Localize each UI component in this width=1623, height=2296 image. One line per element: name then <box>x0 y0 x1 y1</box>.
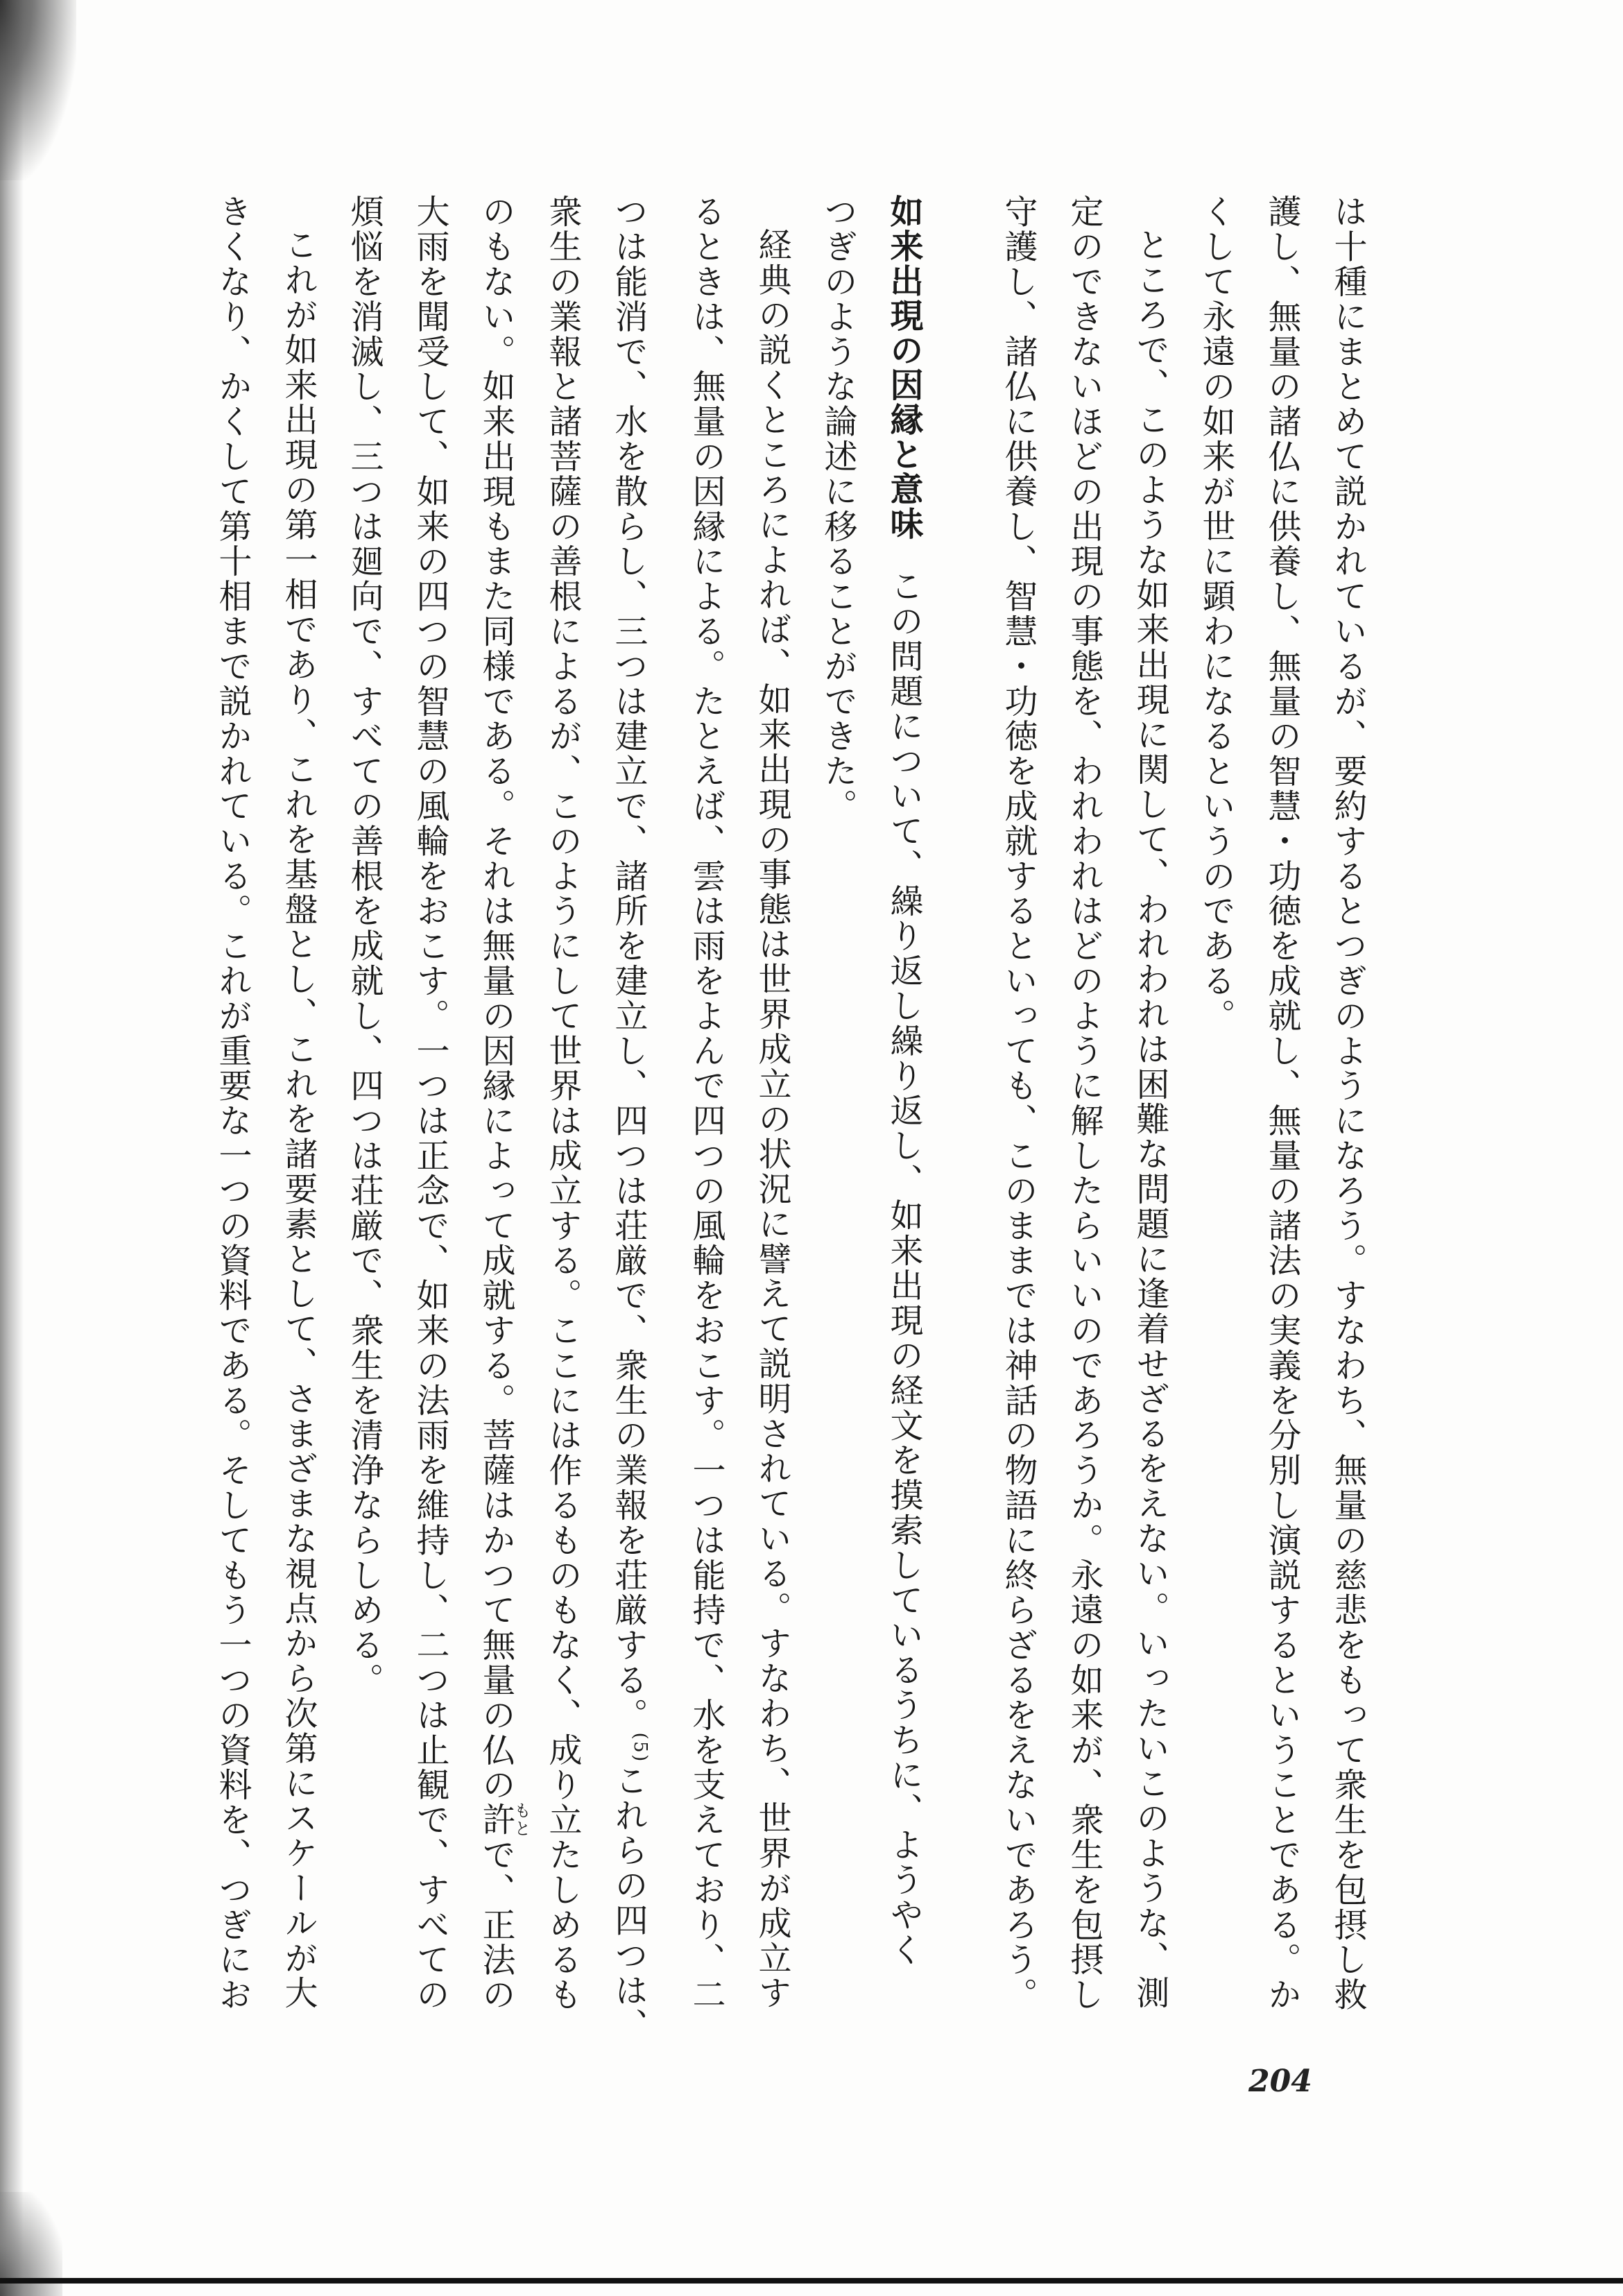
text-line: で、正法の <box>476 1837 515 2012</box>
text-line: は十種にまとめて説かれているが、要約するとつぎのようになろう。すなわち、無量の慈悲をもって衆生を包摂し救 <box>1328 194 1367 2012</box>
text-line: くして永遠の如来が世に顕わになるというのである。 <box>1196 194 1235 1034</box>
text-column <box>1314 194 1380 2039</box>
text-line: るときは、無量の因縁による。たとえば、雲は雨をよんで四つの風輪をおこす。一つは能持で、水を支えており、二 <box>687 194 725 2012</box>
text-column <box>595 194 673 2043</box>
text-line: つぎのような論述に移ることができた。 <box>818 194 857 824</box>
text-column <box>463 194 529 2039</box>
text-column <box>397 194 463 2039</box>
text-column <box>673 194 739 2039</box>
text-column <box>870 194 936 2039</box>
ruby-reading: もと <box>511 1801 531 1839</box>
text-line: 守護し、諸仏に供養し、智慧・功徳を成就するといっても、このままでは神話の物語に終らざるをえないであろう。 <box>999 194 1038 2012</box>
text-line: これが如来出現の第一相であり、これを基盤とし、これを諸要素として、さまざまな視点から次第にスケールが大 <box>279 228 318 2011</box>
ruby-base: 許 <box>476 1801 515 1839</box>
text-column <box>199 194 265 2039</box>
text-column <box>805 194 870 2039</box>
text-line: この問題について、繰り返し繰り返し、如来出現の経文を摸索しているうちに、ようやく <box>884 569 923 1967</box>
text-column <box>1117 194 1183 2039</box>
text-line: ところで、このような如来出現に関して、われわれは困難な問題に逢着せざるをえない。いったいこのような、測 <box>1131 228 1169 2011</box>
scan-bottom-edge <box>0 2278 1623 2284</box>
text-column <box>1248 194 1314 2039</box>
text-column <box>1051 194 1117 2039</box>
ruby-word <box>476 1801 531 1839</box>
text-line: つは能消で、水を散らし、三つは建立で、諸所を建立し、四つは荘厳で、衆生の業報を荘厳する。 <box>609 194 648 1733</box>
text-column <box>265 194 331 2039</box>
text-line: のもない。如来出現もまた同様である。それは無量の因縁によって成就する。菩薩はかつて無量の仏の <box>476 194 515 1803</box>
text-line: 定のできないほどの出現の事態を、われわれはどのように解したらいいのであろうか。永遠の如来が、衆生を包摂し <box>1065 194 1104 2012</box>
scan-shadow-left <box>0 0 24 2296</box>
page-number: 204 <box>1248 2064 1312 2099</box>
scan-shadow-top-corner <box>0 0 76 180</box>
text-line: 煩悩を消滅し、三つは廻向で、すべての善根を成就し、四つは荘厳で、衆生を清浄ならしめる。 <box>345 194 384 1698</box>
text-line: きくなり、かくして第十相まで説かれている。これが重要な一つの資料である。そしてもう一つの資料を、つぎにお <box>213 194 252 2012</box>
text-line: これらの四つは、 <box>609 1763 648 2043</box>
text-line: 大雨を聞受して、如来の四つの智慧の風輪をおこす。一つは正念で、如来の法雨を維持し、二つは止観で、すべての <box>411 194 449 2012</box>
text-column <box>985 194 1051 2039</box>
text-column <box>331 194 397 2039</box>
text-column <box>529 194 595 2039</box>
section-heading: 如来出現の因縁と意味 <box>884 194 923 541</box>
text-column <box>739 194 805 2039</box>
vertical-body-text <box>201 194 1380 2043</box>
text-line: 経典の説くところによれば、如来出現の事態は世界成立の状況に譬えて説明されている。すなわち、世界が成立す <box>753 228 791 2011</box>
text-line: 衆生の業報と諸菩薩の善根によるが、このようにして世界は成立する。ここには作るものもなく、成り立たしめるも <box>543 194 582 2012</box>
text-column <box>1183 194 1248 2039</box>
text-line: 護し、無量の諸仏に供養し、無量の智慧・功徳を成就し、無量の諸法の実義を分別し演説するということである。か <box>1262 194 1301 2012</box>
footnote-marker: (5) <box>630 1732 651 1763</box>
